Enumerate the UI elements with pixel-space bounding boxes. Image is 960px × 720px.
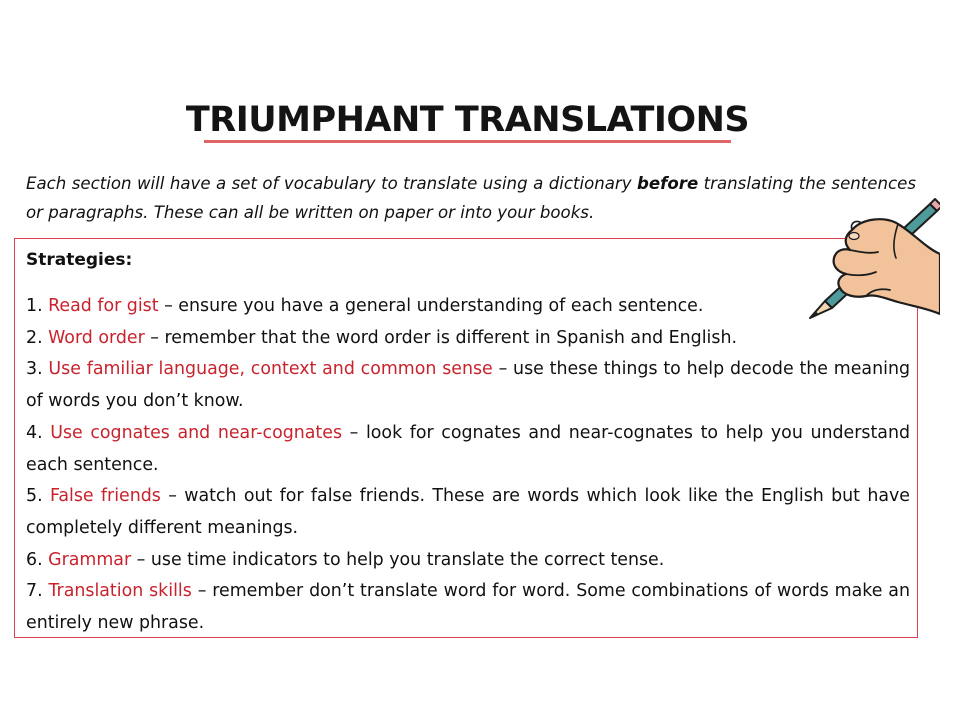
strategy-item [26, 354, 910, 417]
strategy-term: Use familiar language, context and common sense [48, 359, 493, 380]
strategy-term: Word order [48, 327, 145, 348]
strategy-item [26, 481, 910, 544]
strategy-description: – use these things to help decode the meaning of words you don’t know. [26, 359, 911, 412]
strategy-description: – remember that the word order is different in Spanish and English. [144, 327, 737, 348]
strategy-term: Read for gist [48, 296, 159, 316]
strategy-term: Use cognates and near-cognates [50, 422, 343, 443]
strategy-description: – ensure you have a general understanding of each sentence. [158, 296, 704, 316]
page-title: TRIUMPHANT TRANSLATIONS [185, 100, 750, 140]
strategy-number: 5. [26, 486, 43, 507]
strategy-term: False friends [49, 486, 161, 507]
strategy-item [26, 291, 910, 323]
strategy-description: – remember don’t translate word for word. Some combinations of words make an entirely new phrase. [26, 581, 910, 634]
strategy-number: 7. [26, 581, 43, 602]
strategy-description: – look for cognates and near-cognates to help you understand each sentence. [26, 422, 911, 475]
strategy-number: 4. [26, 422, 43, 443]
hand-writing-with-pencil-icon [780, 196, 940, 336]
strategy-term: Grammar [48, 549, 132, 570]
strategy-description: – use time indicators to help you translate the correct tense. [131, 549, 665, 570]
strategy-item [26, 418, 910, 481]
strategy-list [26, 291, 910, 640]
strategy-description: – watch out for false friends. These are words which look like the English but have completely different meanings. [26, 486, 911, 538]
title-underline [204, 140, 731, 143]
strategy-number: 1. [26, 296, 43, 316]
strategies-heading: Strategies: [26, 250, 133, 270]
strategy-item [26, 545, 910, 577]
strategy-item [26, 576, 910, 639]
intro-bold-word: before [637, 174, 699, 193]
hand-icon [834, 219, 940, 314]
intro-text-end: translating the sentences or paragraphs. These can all be written on paper or into your books. [26, 174, 916, 222]
strategy-number: 6. [26, 549, 43, 570]
strategy-number: 2. [26, 327, 43, 348]
strategy-term: Translation skills [48, 581, 192, 602]
intro-text-start: Each section will have a set of vocabulary to translate using a dictionary [26, 174, 638, 193]
strategy-number: 3. [26, 359, 43, 380]
strategy-item [26, 323, 910, 355]
